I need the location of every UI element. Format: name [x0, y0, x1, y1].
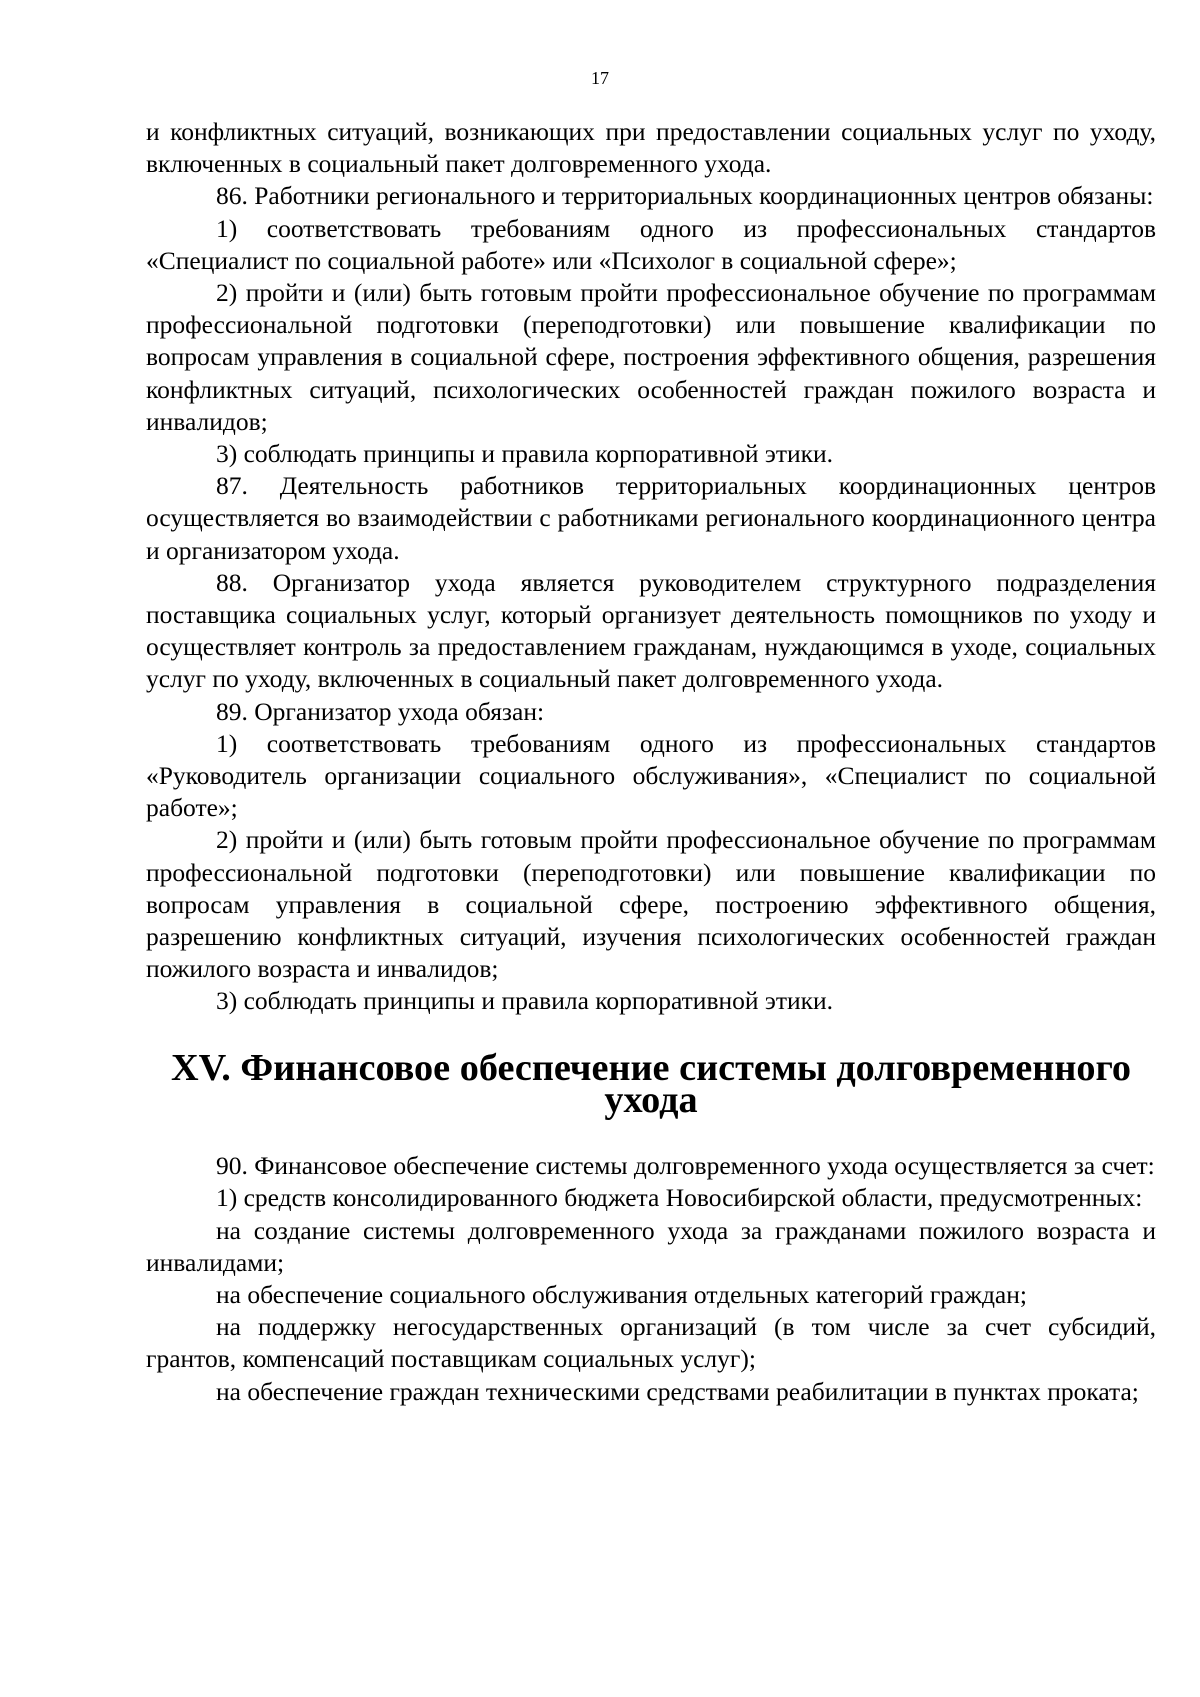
paragraph-89-item-3: 3) соблюдать принципы и правила корпоративной этики.	[216, 986, 834, 1016]
paragraph-90-sub-3: на поддержку негосударственных организаций (в том числе за счет субсидий, грантов, компенсаций поставщикам социальных услуг);	[146, 1312, 1156, 1374]
paragraph-90-sub-2: на обеспечение социального обслуживания отдельных категорий граждан;	[216, 1279, 1027, 1309]
paragraph-86-item-3: 3) соблюдать принципы и правила корпоративной этики.	[216, 439, 834, 469]
section-heading: XV. Финансовое обеспечение системы долговременного ухода	[170, 1046, 1132, 1121]
paragraph-90-sub-1: на создание системы долговременного ухода за гражданами пожилого возраста и инвалидами;	[146, 1215, 1156, 1277]
paragraph-89-item-1: 1) соответствовать требованиям одного из профессиональных стандартов «Руководитель организации социального обслуживания», «Специалист по социальной работе»;	[146, 728, 1156, 823]
paragraph-86-item-1: 1) соответствовать требованиям одного из профессиональных стандартов «Специалист по социальной работе» или «Психолог в социальной сфере»;	[146, 213, 1156, 275]
paragraph-89: 89. Организатор ухода обязан:	[216, 696, 545, 726]
paragraph-86: 86. Работники регионального и территориальных координационных центров обязаны:	[216, 181, 1154, 211]
document-body	[146, 116, 1156, 1408]
paragraph-87: 87. Деятельность работников территориальных координационных центров осуществляется во взаимодействии с работниками регионального координационного центра и организатором ухода.	[146, 471, 1156, 565]
paragraph-90-sub-4: на обеспечение граждан техническими средствами реабилитации в пунктах проката;	[216, 1376, 1139, 1406]
paragraph-88: 88. Организатор ухода является руководителем структурного подразделения поставщика социальных услуг, который организует деятельность помощников по уходу и осуществляет контроль за предоставлением гражданам, нуждающимся в уходе, социальных услуг по уходу, включенных в социальный пакет долговременного ухода.	[146, 567, 1156, 694]
paragraph-90: 90. Финансовое обеспечение системы долговременного ухода осуществляется за счет:	[216, 1151, 1155, 1181]
paragraph-90-item-1: 1) средств консолидированного бюджета Новосибирской области, предусмотренных:	[216, 1183, 1143, 1213]
paragraph-89-item-2: 2) пройти и (или) быть готовым пройти профессиональное обучение по программам профессиональной подготовки (переподготовки) или повышение квалификации по вопросам управления в социальной сфере, построению эффективного общения, разрешению конфликтных ситуаций, изучения психологических особенностей граждан пожилого возраста и инвалидов;	[146, 825, 1156, 984]
paragraph-continuation: и конфликтных ситуаций, возникающих при предоставлении социальных услуг по уходу, включенных в социальный пакет долговременного ухода.	[146, 117, 1156, 179]
paragraph-86-item-2: 2) пройти и (или) быть готовым пройти профессиональное обучение по программам профессиональной подготовки (переподготовки) или повышение квалификации по вопросам управления в социальной сфере, построения эффективного общения, разрешения конфликтных ситуаций, психологических особенностей граждан пожилого возраста и инвалидов;	[146, 278, 1156, 436]
page-number: 17	[591, 68, 609, 88]
